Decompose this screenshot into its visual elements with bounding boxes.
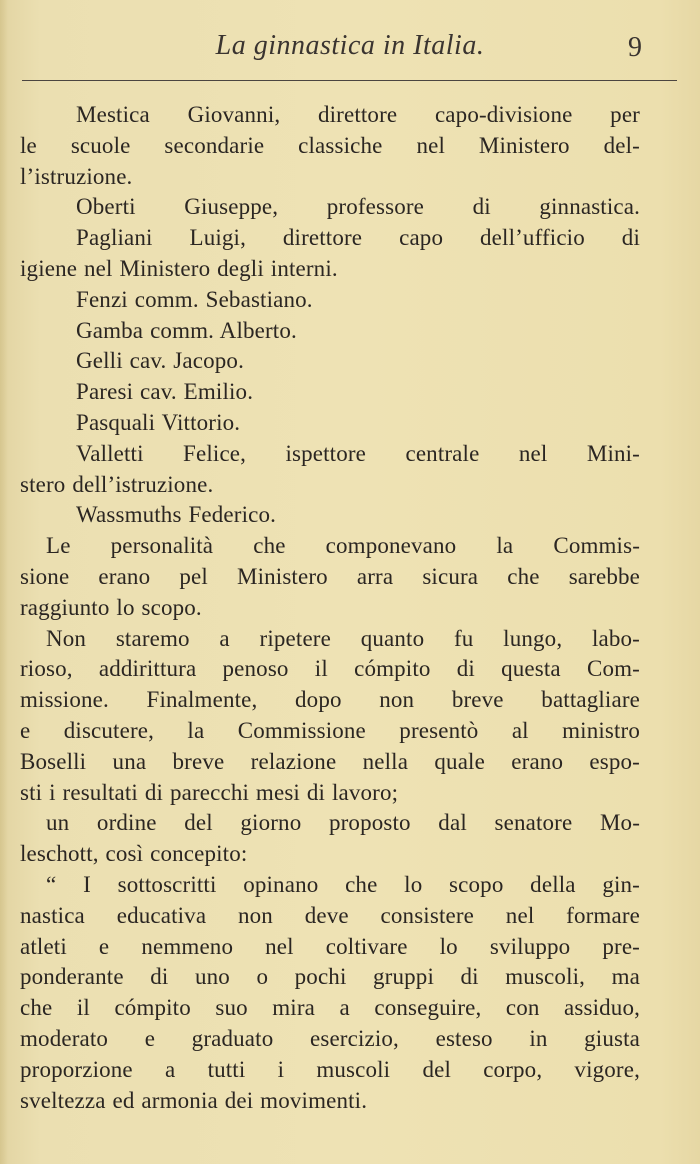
text-line: missione. Finalmente, dopo non breve battagliare xyxy=(20,687,640,713)
text-line: nastica educativa non deve consistere nel formare xyxy=(20,902,640,928)
text-line: moderato e graduato esercizio, esteso in giusta xyxy=(20,1025,640,1051)
text-line: proporzione a tutti i muscoli del corpo, vigore, xyxy=(20,1056,640,1082)
text-line: le scuole secondarie classiche nel Ministero del- xyxy=(20,132,640,158)
text-line: Wassmuths Federico. xyxy=(76,502,277,528)
text-line: Pasquali Vittorio. xyxy=(76,409,241,435)
text-line: igiene nel Ministero degli interni. xyxy=(20,255,338,281)
text-line: atleti e nemmeno nel coltivare lo sviluppo pre- xyxy=(20,933,640,959)
text-line: Oberti Giuseppe, professore di ginnastica. xyxy=(76,194,640,220)
text-line: Fenzi comm. Sebastiano. xyxy=(76,286,313,312)
text-line: leschott, così concepito: xyxy=(20,841,248,867)
text-line: Paresi cav. Emilio. xyxy=(76,379,254,405)
text-line: Non staremo a ripetere quanto fu lungo, labo- xyxy=(46,625,640,651)
text-line: Le personalità che componevano la Commis- xyxy=(46,533,640,559)
text-line: rioso, addirittura penoso il cómpito di questa Com- xyxy=(20,656,640,682)
body-text xyxy=(20,100,640,1116)
text-line: ponderante di uno o pochi gruppi di muscoli, ma xyxy=(20,964,640,990)
running-title: La ginnastica in Italia. xyxy=(215,30,485,61)
text-line: Pagliani Luigi, direttore capo dell’ufficio di xyxy=(76,225,640,251)
page-edge-shadow xyxy=(0,0,8,1164)
page-header xyxy=(20,30,680,74)
text-line: sti i resultati di parecchi mesi di lavoro; xyxy=(20,779,399,805)
text-line: sveltezza ed armonia dei movimenti. xyxy=(20,1087,368,1113)
text-line: sione erano pel Ministero arra sicura che sarebbe xyxy=(20,563,640,589)
text-line: un ordine del giorno proposto dal senatore Mo- xyxy=(46,810,640,836)
header-rule xyxy=(22,80,677,81)
text-line: che il cómpito suo mira a conseguire, con assiduo, xyxy=(20,995,640,1021)
text-line: Gelli cav. Jacopo. xyxy=(76,348,244,374)
text-line: Valletti Felice, ispettore centrale nel Mini- xyxy=(76,440,640,466)
text-line: e discutere, la Commissione presentò al ministro xyxy=(20,717,640,743)
text-line: raggiunto lo scopo. xyxy=(20,594,202,620)
text-line: Boselli una breve relazione nella quale erano espo- xyxy=(20,748,640,774)
text-line: Mestica Giovanni, direttore capo-divisione per xyxy=(76,102,640,127)
text-line: l’istruzione. xyxy=(20,163,133,189)
text-line: stero dell’istruzione. xyxy=(20,471,214,497)
page-number: 9 xyxy=(628,32,642,63)
text-line: “ I sottoscritti opinano che lo scopo della gin- xyxy=(46,871,640,897)
text-line: Gamba comm. Alberto. xyxy=(76,317,297,343)
